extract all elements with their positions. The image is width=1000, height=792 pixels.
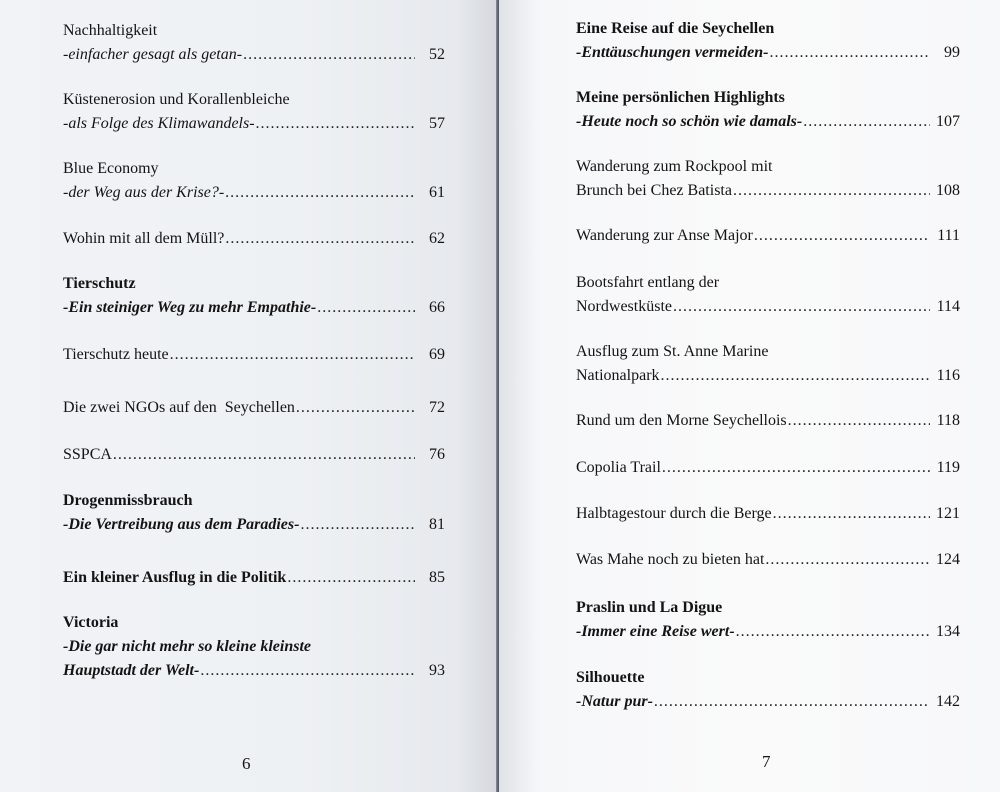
leader-dots (673, 295, 930, 319)
toc-page-number: 72 (429, 399, 445, 416)
toc-entry-politik (63, 566, 445, 590)
toc-title: Ein kleiner Ausflug in die Politik (63, 569, 287, 586)
toc-title: Ausflug zum St. Anne Marine (576, 343, 769, 360)
toc-page-number: 121 (936, 505, 960, 522)
toc-page-number: 57 (429, 115, 445, 132)
toc-subtitle: -Heute noch so schön wie damals- (576, 113, 803, 130)
leader-dots (287, 566, 415, 590)
toc-page-number: 99 (944, 44, 960, 61)
toc-title: Tierschutz (63, 275, 136, 292)
toc-title: Nachhaltigkeit (63, 22, 158, 39)
leader-dots (225, 227, 415, 251)
toc-entry-st-anne (576, 340, 960, 388)
toc-entry-drogenmissbrauch (63, 489, 445, 537)
leader-dots (788, 409, 930, 433)
toc-subtitle: -Immer eine Reise wert- (576, 623, 735, 640)
toc-title-continued: Brunch bei Chez Batista (576, 182, 732, 199)
toc-title: Meine persönlichen Highlights (576, 89, 785, 106)
leader-dots (170, 343, 415, 367)
toc-subtitle: -Die Vertreibung aus dem Paradies- (63, 516, 300, 533)
toc-entry-anse-major (576, 224, 960, 248)
toc-entry-tierschutz-heute (63, 343, 445, 367)
toc-entry-rockpool (576, 155, 960, 203)
toc-entry-silhouette (576, 666, 960, 714)
toc-page-number: 111 (937, 227, 960, 244)
leader-dots (773, 502, 930, 526)
toc-title: Eine Reise auf die Seychellen (576, 20, 775, 37)
toc-subtitle: -Ein steiniger Weg zu mehr Empathie- (63, 299, 317, 316)
toc-title: Was Mahe noch zu bieten hat (576, 551, 765, 568)
page-number: 7 (762, 752, 771, 771)
toc-page-number: 142 (936, 693, 960, 710)
leader-dots (733, 179, 930, 203)
toc-entry-morne (576, 409, 960, 433)
toc-entry-highlights (576, 86, 960, 134)
toc-entry-nachhaltigkeit (63, 19, 445, 67)
page-number: 6 (242, 754, 251, 773)
toc-title: Blue Economy (63, 160, 159, 177)
toc-page-number: 61 (429, 184, 445, 201)
leader-dots (803, 110, 930, 134)
toc-page-number: 66 (429, 299, 445, 316)
toc-subtitle: -als Folge des Klimawandels- (63, 115, 255, 132)
toc-page-number: 52 (429, 46, 445, 63)
toc-title: Küstenerosion und Korallenbleiche (63, 91, 290, 108)
toc-entry-ngos (63, 396, 445, 420)
toc-title: Wanderung zur Anse Major (576, 227, 753, 244)
leader-dots (296, 396, 415, 420)
toc-subtitle: -Enttäuschungen vermeiden- (576, 44, 769, 61)
toc-title: Wohin mit all dem Müll? (63, 230, 225, 247)
toc-entry-bootsfahrt (576, 271, 960, 319)
leader-dots (661, 364, 930, 388)
toc-title: Drogenmissbrauch (63, 492, 193, 509)
toc-entry-mahe (576, 548, 960, 572)
toc-entry-halbtagestour (576, 502, 960, 526)
toc-title: Victoria (63, 614, 119, 631)
toc-page-number: 69 (429, 346, 445, 363)
toc-subtitle: -der Weg aus der Krise?- (63, 184, 225, 201)
toc-page-number: 134 (936, 623, 960, 640)
toc-page-number: 108 (936, 182, 960, 199)
leader-dots (662, 456, 930, 480)
toc-page-number: 116 (936, 367, 960, 384)
leader-dots (300, 513, 415, 537)
leader-dots (200, 659, 415, 683)
toc-entry-reise (576, 17, 960, 65)
toc-page-number: 85 (429, 569, 445, 586)
toc-title-continued: Nordwestküste (576, 298, 672, 315)
toc-subtitle: -einfacher gesagt als getan- (63, 46, 243, 63)
toc-entry-sspca (63, 443, 445, 467)
toc-title: Silhouette (576, 669, 645, 686)
toc-title: Praslin und La Digue (576, 599, 723, 616)
leader-dots (765, 548, 930, 572)
toc-title-continued: Nationalpark (576, 367, 660, 384)
leader-dots (754, 224, 930, 248)
toc-page-number: 119 (936, 459, 960, 476)
toc-entry-copolia (576, 456, 960, 480)
toc-entry-muell (63, 227, 445, 251)
leader-dots (256, 112, 415, 136)
left-page (0, 0, 497, 792)
toc-title: Rund um den Morne Seychellois (576, 412, 787, 429)
toc-title: Die zwei NGOs auf den Seychellen (63, 399, 295, 416)
toc-title: Wanderung zum Rockpool mit (576, 158, 773, 175)
toc-entry-victoria (63, 611, 445, 683)
toc-page-number: 107 (936, 113, 960, 130)
toc-entry-praslin (576, 596, 960, 644)
toc-page-number: 62 (429, 230, 445, 247)
toc-page-number: 93 (429, 662, 445, 679)
toc-title: SSPCA (63, 446, 112, 463)
leader-dots (317, 296, 415, 320)
leader-dots (736, 620, 930, 644)
leader-dots (654, 690, 930, 714)
leader-dots (225, 181, 415, 205)
toc-title: Halbtagestour durch die Berge (576, 505, 772, 522)
toc-subtitle: -Die gar nicht mehr so kleine kleinste (63, 638, 311, 655)
toc-entry-tierschutz (63, 272, 445, 320)
toc-entry-kuestenerosion (63, 88, 445, 136)
leader-dots (769, 41, 930, 65)
toc-page-number: 114 (936, 298, 960, 315)
toc-title: Tierschutz heute (63, 346, 169, 363)
toc-title: Bootsfahrt entlang der (576, 274, 720, 291)
toc-page-number: 81 (429, 516, 445, 533)
toc-subtitle: -Natur pur- (576, 693, 653, 710)
toc-page-number: 76 (429, 446, 445, 463)
toc-page-number: 124 (936, 551, 960, 568)
toc-subtitle-continued: Hauptstadt der Welt- (63, 662, 200, 679)
leader-dots (243, 43, 415, 67)
toc-title: Copolia Trail (576, 459, 661, 476)
leader-dots (113, 443, 415, 467)
toc-page-number: 118 (936, 412, 960, 429)
toc-entry-blue-economy (63, 157, 445, 205)
